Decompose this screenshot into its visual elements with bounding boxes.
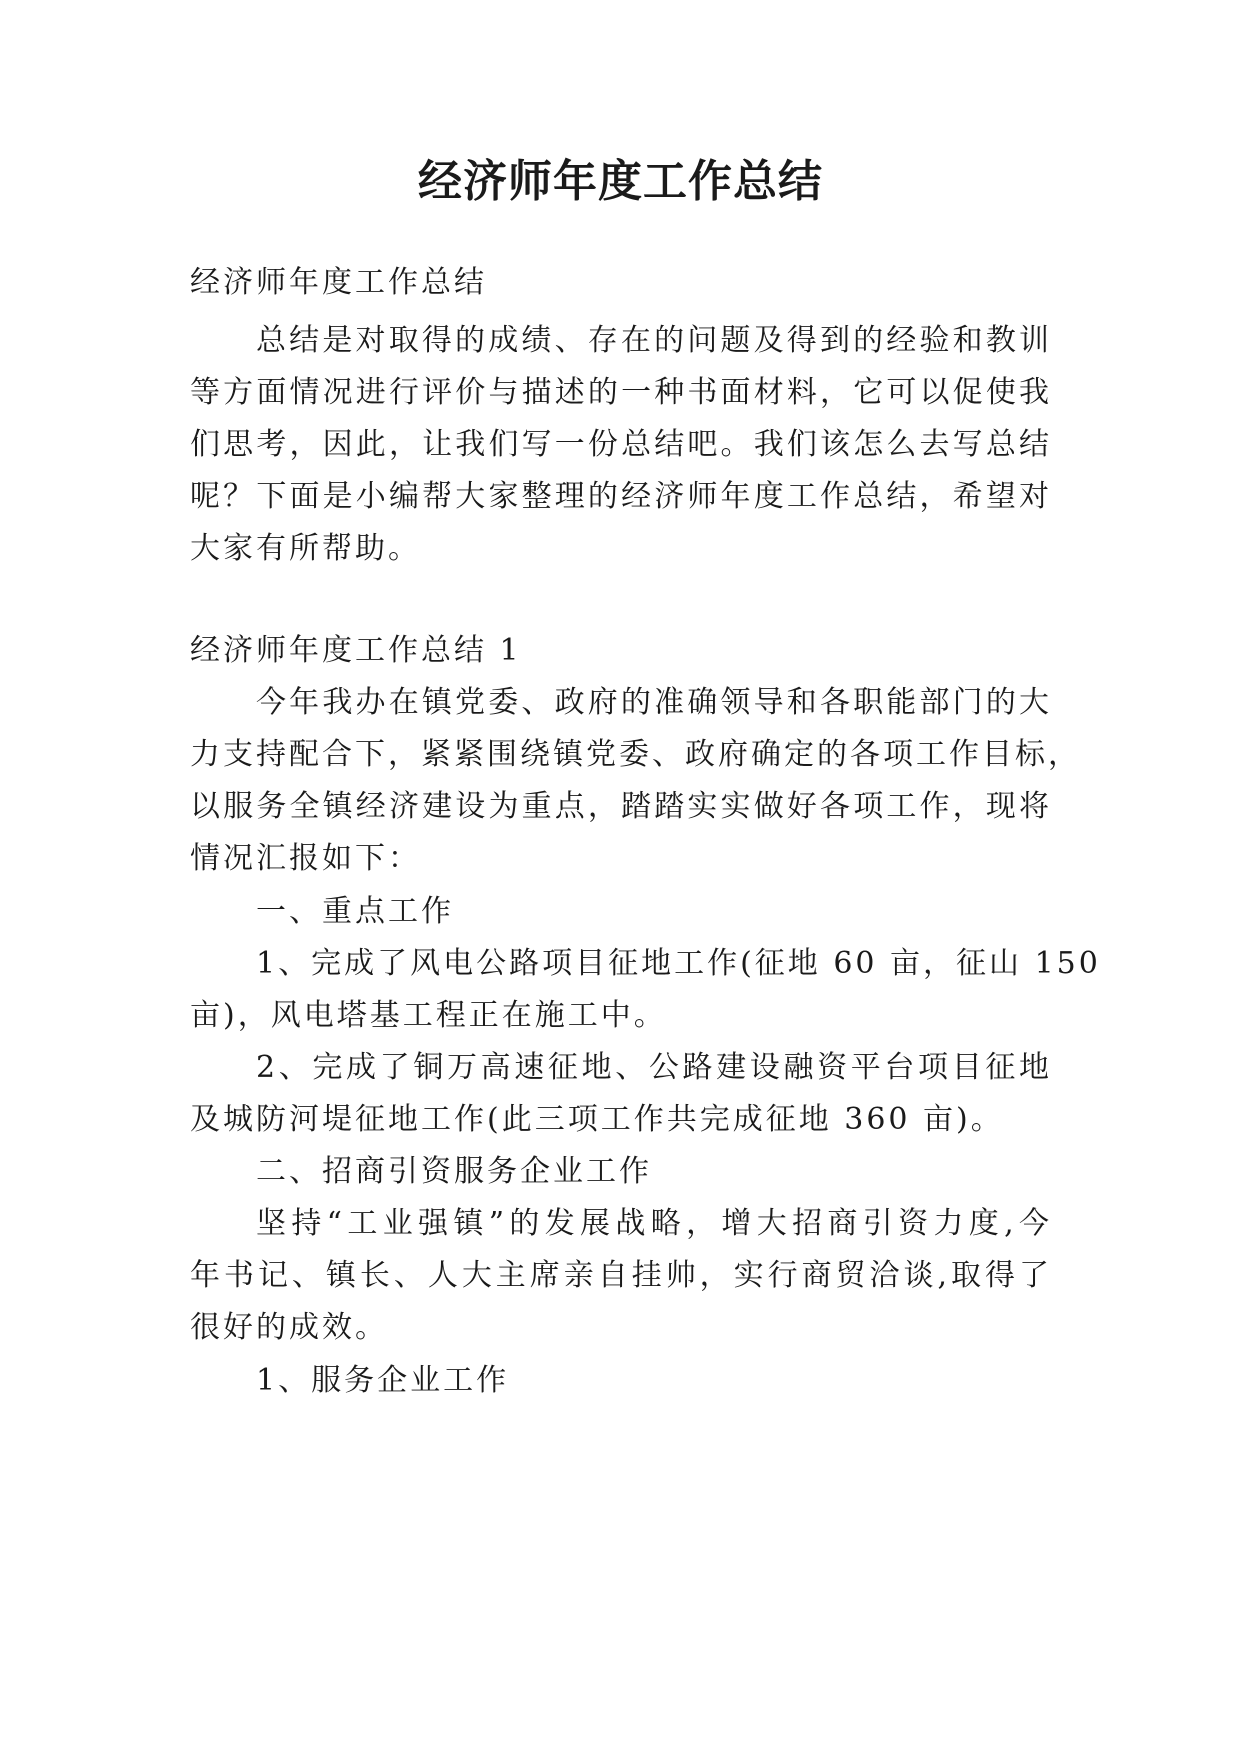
text-line: 及城防河堤征地工作(此三项工作共完成征地 360 亩)。 (190, 1102, 1004, 1137)
text-line: 很好的成效。 (190, 1310, 388, 1345)
text-line: 坚持“工业强镇”的发展战略，增大招商引资力度,今 (256, 1206, 1052, 1241)
text-line: 亩)，风电塔基工程正在施工中。 (190, 998, 667, 1033)
text-line: 今年我办在镇党委、政府的准确领导和各职能部门的大 (256, 685, 1052, 720)
text-line: 1、完成了风电公路项目征地工作(征地 60 亩，征山 150 (256, 946, 1101, 981)
text-line: 2、完成了铜万高速征地、公路建设融资平台项目征地 (256, 1050, 1052, 1085)
text-line: 年书记、镇长、人大主席亲自挂帅，实行商贸洽谈,取得了 (190, 1258, 1052, 1293)
document-title: 经济师年度工作总结 (418, 156, 823, 207)
text-line: 呢？下面是小编帮大家整理的经济师年度工作总结，希望对 (190, 479, 1052, 514)
list-heading: 一、重点工作 (256, 894, 454, 929)
list-heading: 1、服务企业工作 (256, 1363, 510, 1398)
text-line: 们思考，因此，让我们写一份总结吧。我们该怎么去写总结 (190, 427, 1052, 462)
text-line: 等方面情况进行评价与描述的一种书面材料，它可以促使我 (190, 375, 1052, 410)
text-line: 大家有所帮助。 (190, 531, 421, 566)
text-line: 力支持配合下，紧紧围绕镇党委、政府确定的各项工作目标， (190, 737, 1081, 772)
section-heading: 经济师年度工作总结 1 (190, 633, 522, 668)
text-line: 情况汇报如下： (190, 841, 421, 876)
text-line: 以服务全镇经济建设为重点，踏踏实实做好各项工作，现将 (190, 789, 1052, 824)
list-heading: 二、招商引资服务企业工作 (256, 1154, 652, 1189)
subtitle-line: 经济师年度工作总结 (190, 265, 487, 300)
text-line: 总结是对取得的成绩、存在的问题及得到的经验和教训 (256, 323, 1052, 358)
